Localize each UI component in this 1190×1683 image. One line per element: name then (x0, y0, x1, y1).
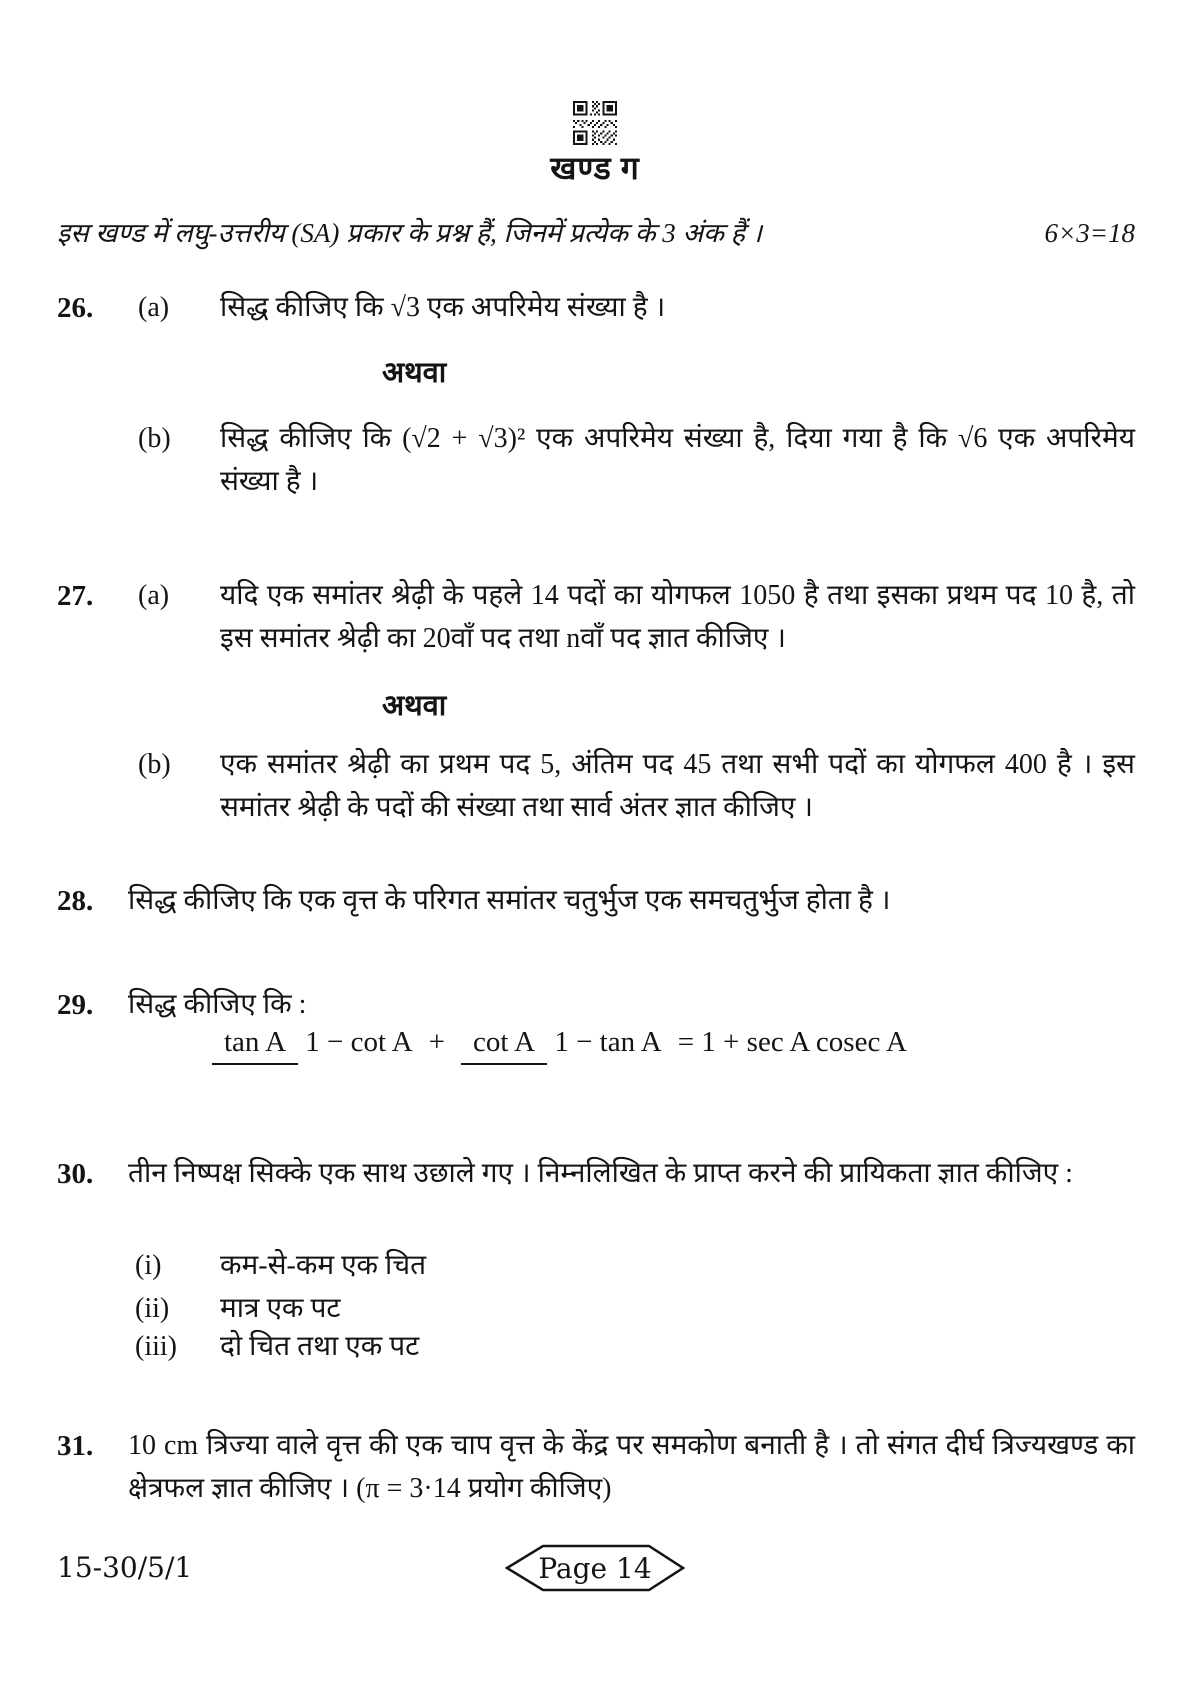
question-number: 28. (57, 885, 94, 917)
part-label: (b) (138, 749, 171, 780)
qr-code-icon (573, 101, 617, 145)
fraction-2 (461, 1026, 662, 1059)
question-text: तीन निष्पक्ष सिक्के एक साथ उछाले गए । निम्नलिखित के प्राप्त करने की प्रायिकता ज्ञात कीजिए : (128, 1158, 1073, 1189)
question-30-item-iii (135, 1326, 1135, 1368)
item-text: कम-से-कम एक चित (220, 1250, 427, 1281)
question-26-part-b (57, 417, 1135, 504)
question-30-item-i (135, 1245, 1135, 1287)
section-instruction-row (57, 213, 1135, 250)
question-text: सिद्ध कीजिए कि (√2 + √3)² एक अपरिमेय संख्या है, दिया गया है कि √6 एक अपरिमेय संख्या है । (220, 423, 1135, 498)
page-number-label: Page 14 (538, 1551, 652, 1585)
page-number-badge (505, 1544, 685, 1592)
question-number: 27. (57, 580, 94, 612)
instruction-text: इस खण्ड में लघु-उत्तरीय (SA) प्रकार के प्रश्न हैं, जिनमें प्रत्येक के 3 अंक हैं । (57, 218, 762, 248)
question-text: सिद्ध कीजिए कि √3 एक अपरिमेय संख्या है । (220, 292, 666, 323)
question-30-item-ii (135, 1288, 1135, 1330)
fraction-1-numerator: tan A (212, 1026, 298, 1065)
fraction-2-numerator: cot A (461, 1026, 547, 1065)
or-separator: अथवा (382, 690, 447, 722)
question-text: सिद्ध कीजिए कि : (128, 989, 307, 1020)
item-label: (i) (135, 1250, 162, 1281)
question-30 (57, 1152, 1135, 1197)
item-text: दो चित तथा एक पट (220, 1331, 420, 1362)
question-number: 26. (57, 292, 94, 324)
item-label: (iii) (135, 1331, 177, 1362)
or-separator: अथवा (382, 357, 447, 389)
question-text: एक समांतर श्रेढ़ी का प्रथम पद 5, अंतिम पद 45 तथा सभी पदों का योगफल 400 है । इस समांतर श्रेढ़ी के पदों की संख्या तथा सार्व अंतर ज्ञात कीजिए । (220, 749, 1135, 824)
equation-rhs: = 1 + sec A cosec A (677, 1026, 907, 1058)
question-27-part-b (57, 743, 1135, 830)
question-number: 30. (57, 1158, 94, 1190)
plus-operator: + (428, 1026, 446, 1058)
part-label: (a) (138, 580, 170, 611)
part-label: (a) (138, 292, 170, 323)
question-26-part-a (57, 286, 1135, 331)
paper-code: 15-30/5/1 (57, 1551, 193, 1584)
question-28 (57, 879, 1135, 924)
fraction-1-denominator: 1 − cot A (305, 1026, 413, 1058)
trig-identity-equation (212, 1026, 907, 1059)
item-label: (ii) (135, 1293, 170, 1324)
part-label: (b) (138, 423, 171, 454)
fraction-2-denominator: 1 − tan A (554, 1026, 662, 1058)
question-text: यदि एक समांतर श्रेढ़ी के पहले 14 पदों का योगफल 1050 है तथा इसका प्रथम पद 10 है, तो इस समांतर श्रेढ़ी का 20वाँ पद तथा nवाँ पद ज्ञात कीजिए । (220, 580, 1135, 655)
question-number: 31. (57, 1430, 94, 1462)
question-text: सिद्ध कीजिए कि एक वृत्त के परिगत समांतर चतुर्भुज एक समचतुर्भुज होता है । (128, 885, 891, 916)
fraction-1 (212, 1026, 413, 1059)
section-title: खण्ड ग (550, 150, 640, 186)
question-number: 29. (57, 989, 94, 1021)
question-text: 10 cm त्रिज्या वाले वृत्त की एक चाप वृत्त के केंद्र पर समकोण बनाती है । तो संगत दीर्घ त्रिज्यखण्ड का क्षेत्रफल ज्ञात कीजिए । (π = 3·14 प्रयोग कीजिए) (128, 1430, 1135, 1505)
question-27-part-a (57, 574, 1135, 661)
marks-scheme: 6×3=18 (1044, 218, 1135, 248)
question-31 (57, 1424, 1135, 1511)
item-text: मात्र एक पट (220, 1293, 341, 1324)
